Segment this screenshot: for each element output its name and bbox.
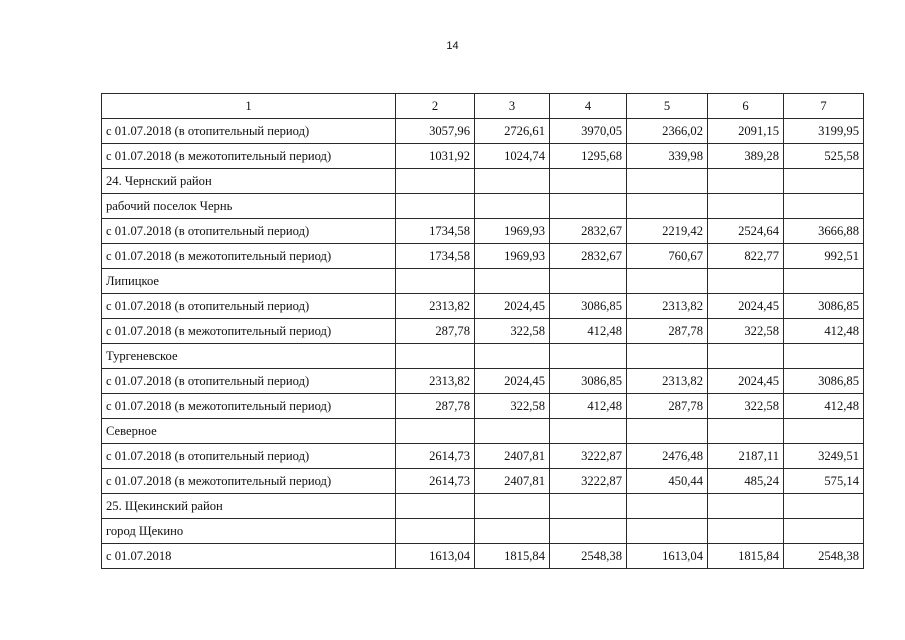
row-label: рабочий поселок Чернь [102, 194, 396, 219]
value-cell: 2091,15 [708, 119, 784, 144]
value-cell: 2614,73 [396, 444, 475, 469]
column-header: 1 [102, 94, 396, 119]
value-cell [708, 169, 784, 194]
row-label: с 01.07.2018 (в межотопительный период) [102, 319, 396, 344]
value-cell [475, 419, 550, 444]
value-cell: 1815,84 [475, 544, 550, 569]
tariff-table [101, 93, 864, 569]
value-cell: 2476,48 [627, 444, 708, 469]
value-cell: 822,77 [708, 244, 784, 269]
value-cell: 1969,93 [475, 244, 550, 269]
value-cell: 2219,42 [627, 219, 708, 244]
value-cell [475, 344, 550, 369]
value-cell [784, 344, 864, 369]
value-cell [784, 194, 864, 219]
value-cell: 1734,58 [396, 219, 475, 244]
table-row [102, 169, 864, 194]
value-cell: 450,44 [627, 469, 708, 494]
value-cell: 3222,87 [550, 469, 627, 494]
value-cell: 992,51 [784, 244, 864, 269]
value-cell [396, 519, 475, 544]
table-row [102, 269, 864, 294]
value-cell: 3222,87 [550, 444, 627, 469]
value-cell: 3086,85 [784, 369, 864, 394]
value-cell [784, 494, 864, 519]
value-cell [627, 419, 708, 444]
row-label: с 01.07.2018 (в межотопительный период) [102, 394, 396, 419]
value-cell [550, 519, 627, 544]
row-label: город Щекино [102, 519, 396, 544]
row-label: с 01.07.2018 (в межотопительный период) [102, 144, 396, 169]
value-cell: 2313,82 [627, 369, 708, 394]
value-cell: 339,98 [627, 144, 708, 169]
table-row [102, 369, 864, 394]
value-cell: 1031,92 [396, 144, 475, 169]
value-cell: 2548,38 [784, 544, 864, 569]
value-cell [708, 344, 784, 369]
value-cell: 2313,82 [627, 294, 708, 319]
table-row [102, 119, 864, 144]
value-cell: 3057,96 [396, 119, 475, 144]
value-cell: 287,78 [396, 394, 475, 419]
value-cell [396, 344, 475, 369]
value-cell: 2187,11 [708, 444, 784, 469]
value-cell: 2313,82 [396, 294, 475, 319]
value-cell: 2407,81 [475, 469, 550, 494]
value-cell [550, 269, 627, 294]
row-label: 24. Чернский район [102, 169, 396, 194]
value-cell: 287,78 [396, 319, 475, 344]
value-cell: 3666,88 [784, 219, 864, 244]
column-header: 3 [475, 94, 550, 119]
value-cell: 525,58 [784, 144, 864, 169]
value-cell [550, 344, 627, 369]
table-row [102, 294, 864, 319]
value-cell [784, 419, 864, 444]
row-label: с 01.07.2018 (в отопительный период) [102, 369, 396, 394]
column-header: 6 [708, 94, 784, 119]
row-label: с 01.07.2018 (в отопительный период) [102, 294, 396, 319]
table-row [102, 219, 864, 244]
table-row [102, 494, 864, 519]
value-cell: 1969,93 [475, 219, 550, 244]
value-cell: 3199,95 [784, 119, 864, 144]
row-label: Липицкое [102, 269, 396, 294]
value-cell: 2548,38 [550, 544, 627, 569]
value-cell: 2024,45 [475, 294, 550, 319]
value-cell [396, 419, 475, 444]
value-cell: 1613,04 [627, 544, 708, 569]
value-cell [627, 519, 708, 544]
value-cell [627, 344, 708, 369]
value-cell: 1815,84 [708, 544, 784, 569]
value-cell [475, 194, 550, 219]
value-cell: 1295,68 [550, 144, 627, 169]
value-cell: 322,58 [475, 394, 550, 419]
value-cell [627, 194, 708, 219]
row-label: 25. Щекинский район [102, 494, 396, 519]
value-cell: 575,14 [784, 469, 864, 494]
value-cell: 2024,45 [708, 294, 784, 319]
value-cell: 322,58 [475, 319, 550, 344]
row-label: Северное [102, 419, 396, 444]
value-cell: 2832,67 [550, 219, 627, 244]
value-cell [708, 194, 784, 219]
value-cell [550, 419, 627, 444]
value-cell: 1024,74 [475, 144, 550, 169]
value-cell [396, 194, 475, 219]
value-cell [475, 169, 550, 194]
value-cell [708, 269, 784, 294]
value-cell [627, 269, 708, 294]
value-cell: 2313,82 [396, 369, 475, 394]
value-cell: 287,78 [627, 319, 708, 344]
value-cell: 2407,81 [475, 444, 550, 469]
value-cell [784, 169, 864, 194]
value-cell: 3086,85 [784, 294, 864, 319]
row-label: с 01.07.2018 (в межотопительный период) [102, 469, 396, 494]
value-cell: 322,58 [708, 319, 784, 344]
value-cell: 2024,45 [708, 369, 784, 394]
table-row [102, 519, 864, 544]
value-cell: 3249,51 [784, 444, 864, 469]
value-cell [627, 169, 708, 194]
table-row [102, 344, 864, 369]
value-cell [708, 419, 784, 444]
value-cell [396, 269, 475, 294]
table-row [102, 444, 864, 469]
value-cell: 1734,58 [396, 244, 475, 269]
row-label: с 01.07.2018 (в отопительный период) [102, 444, 396, 469]
column-header: 2 [396, 94, 475, 119]
value-cell: 322,58 [708, 394, 784, 419]
table-row [102, 469, 864, 494]
value-cell: 389,28 [708, 144, 784, 169]
table-row [102, 244, 864, 269]
value-cell: 412,48 [784, 319, 864, 344]
column-header: 5 [627, 94, 708, 119]
value-cell: 3086,85 [550, 294, 627, 319]
value-cell: 412,48 [784, 394, 864, 419]
value-cell [475, 494, 550, 519]
value-cell [627, 494, 708, 519]
value-cell: 412,48 [550, 319, 627, 344]
value-cell: 2614,73 [396, 469, 475, 494]
value-cell: 412,48 [550, 394, 627, 419]
value-cell: 1613,04 [396, 544, 475, 569]
value-cell [475, 269, 550, 294]
value-cell [550, 494, 627, 519]
value-cell: 2832,67 [550, 244, 627, 269]
value-cell [550, 194, 627, 219]
value-cell [396, 169, 475, 194]
row-label: Тургеневское [102, 344, 396, 369]
table-row [102, 319, 864, 344]
value-cell [708, 519, 784, 544]
row-label: с 01.07.2018 (в межотопительный период) [102, 244, 396, 269]
row-label: с 01.07.2018 (в отопительный период) [102, 219, 396, 244]
page-number: 14 [446, 40, 459, 52]
value-cell: 3086,85 [550, 369, 627, 394]
table-body [102, 119, 864, 569]
value-cell [708, 494, 784, 519]
value-cell: 3970,05 [550, 119, 627, 144]
value-cell: 287,78 [627, 394, 708, 419]
value-cell: 2024,45 [475, 369, 550, 394]
table-row [102, 144, 864, 169]
value-cell: 2524,64 [708, 219, 784, 244]
value-cell: 760,67 [627, 244, 708, 269]
table-row [102, 544, 864, 569]
value-cell [475, 519, 550, 544]
table-row [102, 394, 864, 419]
value-cell: 485,24 [708, 469, 784, 494]
row-label: с 01.07.2018 (в отопительный период) [102, 119, 396, 144]
value-cell [550, 169, 627, 194]
table-row [102, 419, 864, 444]
value-cell: 2366,02 [627, 119, 708, 144]
value-cell: 2726,61 [475, 119, 550, 144]
column-header: 4 [550, 94, 627, 119]
column-header: 7 [784, 94, 864, 119]
table-row [102, 194, 864, 219]
value-cell [784, 519, 864, 544]
value-cell [396, 494, 475, 519]
header-row [102, 94, 864, 119]
row-label: с 01.07.2018 [102, 544, 396, 569]
value-cell [784, 269, 864, 294]
